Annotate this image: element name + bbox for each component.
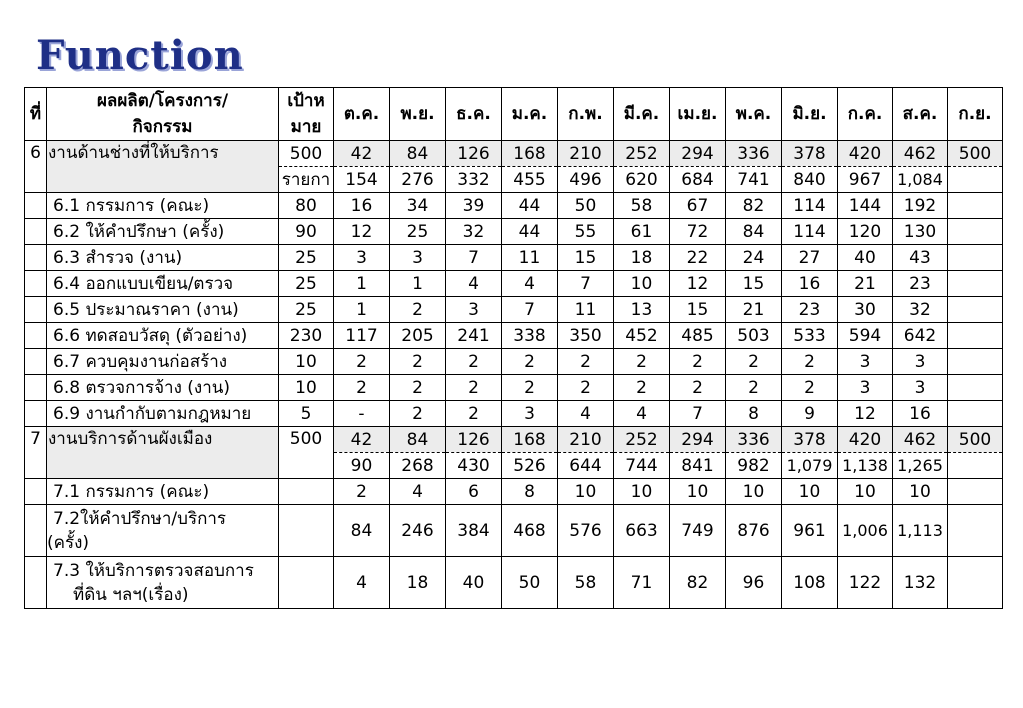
value-cell: 84	[726, 219, 782, 245]
value-cell: 90	[334, 453, 390, 479]
value-cell: 2	[390, 297, 446, 323]
target-cell	[279, 505, 334, 557]
target-cell: 25	[279, 245, 334, 271]
value-cell: 294	[670, 141, 726, 167]
value-cell: 21	[838, 271, 893, 297]
value-cell: 12	[670, 271, 726, 297]
value-cell: 44	[502, 193, 558, 219]
table-row	[25, 297, 1003, 323]
value-cell: 10	[558, 479, 614, 505]
value-cell: 108	[782, 557, 838, 609]
value-cell: 500	[948, 141, 1003, 167]
value-cell: 4	[390, 479, 446, 505]
value-cell: 84	[390, 141, 446, 167]
target-cell: 10	[279, 349, 334, 375]
value-cell: 3	[893, 349, 948, 375]
value-cell: 982	[726, 453, 782, 479]
section-label: งานบริการด้านผังเมือง	[47, 427, 279, 479]
value-cell	[948, 219, 1003, 245]
value-cell	[948, 193, 1003, 219]
item-label: 7.3 ให้บริการตรวจสอบการ ที่ดิน ฯลฯ(เรื่อง)	[47, 557, 279, 609]
value-cell: 462	[893, 427, 948, 453]
value-cell: 24	[726, 245, 782, 271]
table-row	[25, 245, 1003, 271]
value-cell	[948, 479, 1003, 505]
value-cell: 1,079	[782, 453, 838, 479]
table-row	[25, 323, 1003, 349]
value-cell: 67	[670, 193, 726, 219]
table-row	[25, 193, 1003, 219]
value-cell: 840	[782, 167, 838, 193]
value-cell: 23	[782, 297, 838, 323]
value-cell: 11	[558, 297, 614, 323]
value-cell: 16	[893, 401, 948, 427]
value-cell: 2	[558, 349, 614, 375]
value-cell: 168	[502, 427, 558, 453]
value-cell: 462	[893, 141, 948, 167]
value-cell: 18	[390, 557, 446, 609]
value-cell: 10	[614, 479, 670, 505]
value-cell: 15	[558, 245, 614, 271]
table-row	[25, 479, 1003, 505]
value-cell: 122	[838, 557, 893, 609]
value-cell: 2	[558, 375, 614, 401]
value-cell: 2	[446, 401, 502, 427]
value-cell: 252	[614, 141, 670, 167]
value-cell: 1,113	[893, 505, 948, 557]
value-cell: 594	[838, 323, 893, 349]
value-cell: 378	[782, 427, 838, 453]
value-cell: 3	[893, 375, 948, 401]
value-cell: 58	[558, 557, 614, 609]
value-cell: 2	[390, 375, 446, 401]
value-cell: 3	[334, 245, 390, 271]
value-cell: 468	[502, 505, 558, 557]
value-cell: 338	[502, 323, 558, 349]
value-cell: 12	[334, 219, 390, 245]
section-row	[25, 427, 1003, 453]
value-cell: 43	[893, 245, 948, 271]
value-cell: 2	[670, 349, 726, 375]
target-cell: รายกา	[279, 167, 334, 193]
value-cell: 576	[558, 505, 614, 557]
value-cell: 61	[614, 219, 670, 245]
item-label: 6.6 ทดสอบวัสดุ (ตัวอย่าง)	[47, 323, 279, 349]
header-month: ม.ค.	[502, 88, 558, 141]
performance-table	[24, 87, 1003, 609]
value-cell: 30	[838, 297, 893, 323]
header-row	[25, 88, 1003, 141]
value-cell: 876	[726, 505, 782, 557]
value-cell: 3	[390, 245, 446, 271]
section-label: งานด้านช่างที่ให้บริการ	[47, 141, 279, 193]
value-cell: 7	[502, 297, 558, 323]
item-label: 7.1 กรรมการ (คณะ)	[47, 479, 279, 505]
value-cell: 2	[726, 375, 782, 401]
target-cell: 25	[279, 297, 334, 323]
value-cell: 503	[726, 323, 782, 349]
value-cell: 144	[838, 193, 893, 219]
table-row	[25, 505, 1003, 557]
value-cell: 23	[893, 271, 948, 297]
value-cell: 50	[502, 557, 558, 609]
value-cell: 25	[390, 219, 446, 245]
value-cell: 11	[502, 245, 558, 271]
value-cell: 126	[446, 141, 502, 167]
value-cell: 2	[782, 349, 838, 375]
header-no: ที่	[25, 88, 47, 141]
value-cell: 2	[390, 401, 446, 427]
target-cell	[279, 479, 334, 505]
value-cell: 18	[614, 245, 670, 271]
value-cell: 15	[670, 297, 726, 323]
value-cell: 246	[390, 505, 446, 557]
value-cell: 154	[334, 167, 390, 193]
value-cell: 252	[614, 427, 670, 453]
item-label: 6.7 ควบคุมงานก่อสร้าง	[47, 349, 279, 375]
header-month: ต.ค.	[334, 88, 390, 141]
value-cell: 378	[782, 141, 838, 167]
target-cell: 90	[279, 219, 334, 245]
value-cell: 15	[726, 271, 782, 297]
item-label: 6.3 สำรวจ (งาน)	[47, 245, 279, 271]
item-label: 6.1 กรรมการ (คณะ)	[47, 193, 279, 219]
value-cell: 2	[390, 349, 446, 375]
target-cell: 500	[279, 427, 334, 479]
value-cell: 21	[726, 297, 782, 323]
table-row	[25, 557, 1003, 609]
section-no: 6	[25, 141, 47, 193]
value-cell: 1	[390, 271, 446, 297]
value-cell: 4	[558, 401, 614, 427]
value-cell: 32	[446, 219, 502, 245]
value-cell: 455	[502, 167, 558, 193]
value-cell: 268	[390, 453, 446, 479]
value-cell: 1,084	[893, 167, 948, 193]
value-cell: 276	[390, 167, 446, 193]
item-label: 6.9 งานกำกับตามกฎหมาย	[47, 401, 279, 427]
value-cell: 4	[614, 401, 670, 427]
header-month: มี.ค.	[614, 88, 670, 141]
value-cell: 2	[334, 375, 390, 401]
item-label: 6.5 ประมาณราคา (งาน)	[47, 297, 279, 323]
item-label: 6.4 ออกแบบเขียน/ตรวจ	[47, 271, 279, 297]
value-cell: 420	[838, 427, 893, 453]
value-cell: 7	[446, 245, 502, 271]
value-cell: 42	[334, 427, 390, 453]
value-cell: 841	[670, 453, 726, 479]
value-cell: 168	[502, 141, 558, 167]
item-label: 6.8 ตรวจการจ้าง (งาน)	[47, 375, 279, 401]
value-cell: 9	[782, 401, 838, 427]
header-month: ส.ค.	[893, 88, 948, 141]
value-cell: 1,138	[838, 453, 893, 479]
value-cell: 350	[558, 323, 614, 349]
value-cell: 2	[670, 375, 726, 401]
header-target: เป้าห มาย	[279, 88, 334, 141]
value-cell: 2	[334, 349, 390, 375]
value-cell: 40	[838, 245, 893, 271]
value-cell: 114	[782, 193, 838, 219]
value-cell: 8	[502, 479, 558, 505]
value-cell: 644	[558, 453, 614, 479]
value-cell	[948, 375, 1003, 401]
target-cell: 80	[279, 193, 334, 219]
value-cell	[948, 453, 1003, 479]
value-cell: 744	[614, 453, 670, 479]
value-cell: 2	[614, 349, 670, 375]
value-cell: 32	[893, 297, 948, 323]
value-cell: 3	[502, 401, 558, 427]
value-cell: 210	[558, 141, 614, 167]
value-cell: 452	[614, 323, 670, 349]
section-no: 7	[25, 427, 47, 479]
value-cell: 1	[334, 297, 390, 323]
item-label: 7.2ให้คำปรึกษา/บริการ (ครั้ง)	[47, 505, 279, 557]
header-month: พ.ค.	[726, 88, 782, 141]
value-cell: 8	[726, 401, 782, 427]
value-cell: 496	[558, 167, 614, 193]
value-cell: 132	[893, 557, 948, 609]
target-cell: 500	[279, 141, 334, 167]
value-cell: 430	[446, 453, 502, 479]
value-cell: 10	[838, 479, 893, 505]
value-cell: 82	[726, 193, 782, 219]
value-cell: 2	[614, 375, 670, 401]
section-row	[25, 141, 1003, 167]
item-label: 6.2 ให้คำปรึกษา (ครั้ง)	[47, 219, 279, 245]
value-cell: 2	[502, 375, 558, 401]
value-cell	[948, 505, 1003, 557]
target-cell	[279, 557, 334, 609]
value-cell: 4	[502, 271, 558, 297]
value-cell: 961	[782, 505, 838, 557]
value-cell: 3	[446, 297, 502, 323]
value-cell: 130	[893, 219, 948, 245]
value-cell	[948, 271, 1003, 297]
value-cell: 2	[782, 375, 838, 401]
value-cell: 84	[334, 505, 390, 557]
value-cell: 1,006	[838, 505, 893, 557]
value-cell: 55	[558, 219, 614, 245]
value-cell: 16	[334, 193, 390, 219]
value-cell: 13	[614, 297, 670, 323]
value-cell	[948, 245, 1003, 271]
value-cell: 6	[446, 479, 502, 505]
value-cell: 533	[782, 323, 838, 349]
value-cell: 7	[558, 271, 614, 297]
value-cell: 114	[782, 219, 838, 245]
value-cell: 485	[670, 323, 726, 349]
value-cell: 2	[446, 349, 502, 375]
value-cell: 2	[726, 349, 782, 375]
value-cell: 210	[558, 427, 614, 453]
value-cell: 96	[726, 557, 782, 609]
value-cell: 10	[782, 479, 838, 505]
value-cell: 663	[614, 505, 670, 557]
value-cell: 741	[726, 167, 782, 193]
value-cell: 126	[446, 427, 502, 453]
value-cell: 4	[334, 557, 390, 609]
target-cell: 10	[279, 375, 334, 401]
value-cell: 117	[334, 323, 390, 349]
header-month: เม.ย.	[670, 88, 726, 141]
value-cell: 120	[838, 219, 893, 245]
value-cell: 336	[726, 427, 782, 453]
value-cell: 205	[390, 323, 446, 349]
value-cell: 50	[558, 193, 614, 219]
value-cell: 72	[670, 219, 726, 245]
value-cell: 3	[838, 375, 893, 401]
value-cell: 192	[893, 193, 948, 219]
value-cell: 294	[670, 427, 726, 453]
value-cell: 39	[446, 193, 502, 219]
value-cell	[948, 557, 1003, 609]
value-cell: 749	[670, 505, 726, 557]
value-cell: 42	[334, 141, 390, 167]
value-cell: 10	[670, 479, 726, 505]
value-cell: 967	[838, 167, 893, 193]
value-cell: 2	[502, 349, 558, 375]
value-cell: 684	[670, 167, 726, 193]
target-cell: 5	[279, 401, 334, 427]
header-month: ก.ค.	[838, 88, 893, 141]
page-title: Function	[36, 32, 244, 79]
value-cell	[948, 323, 1003, 349]
value-cell: 3	[838, 349, 893, 375]
value-cell: 10	[614, 271, 670, 297]
value-cell: 34	[390, 193, 446, 219]
table-row	[25, 271, 1003, 297]
value-cell: 336	[726, 141, 782, 167]
header-item: ผลผลิต/โครงการ/ กิจกรรม	[47, 88, 279, 141]
value-cell: 71	[614, 557, 670, 609]
value-cell: 10	[893, 479, 948, 505]
value-cell: 384	[446, 505, 502, 557]
value-cell	[948, 349, 1003, 375]
table-row	[25, 401, 1003, 427]
value-cell: 10	[726, 479, 782, 505]
value-cell: 58	[614, 193, 670, 219]
value-cell: 2	[446, 375, 502, 401]
table-row	[25, 219, 1003, 245]
value-cell: 7	[670, 401, 726, 427]
value-cell: 500	[948, 427, 1003, 453]
value-cell: 241	[446, 323, 502, 349]
value-cell: 27	[782, 245, 838, 271]
target-cell: 230	[279, 323, 334, 349]
value-cell: 1	[334, 271, 390, 297]
value-cell: 526	[502, 453, 558, 479]
value-cell: 16	[782, 271, 838, 297]
header-month: พ.ย.	[390, 88, 446, 141]
value-cell	[948, 297, 1003, 323]
value-cell: 84	[390, 427, 446, 453]
value-cell: 22	[670, 245, 726, 271]
table-row	[25, 375, 1003, 401]
value-cell	[948, 401, 1003, 427]
value-cell: 82	[670, 557, 726, 609]
value-cell: 1,265	[893, 453, 948, 479]
header-month: ธ.ค.	[446, 88, 502, 141]
header-month: ก.พ.	[558, 88, 614, 141]
value-cell: 4	[446, 271, 502, 297]
table-row	[25, 349, 1003, 375]
header-month: มิ.ย.	[782, 88, 838, 141]
value-cell: 40	[446, 557, 502, 609]
value-cell: -	[334, 401, 390, 427]
target-cell: 25	[279, 271, 334, 297]
value-cell: 620	[614, 167, 670, 193]
value-cell: 332	[446, 167, 502, 193]
value-cell	[948, 167, 1003, 193]
header-month: ก.ย.	[948, 88, 1003, 141]
value-cell: 44	[502, 219, 558, 245]
value-cell: 420	[838, 141, 893, 167]
value-cell: 2	[334, 479, 390, 505]
value-cell: 12	[838, 401, 893, 427]
value-cell: 642	[893, 323, 948, 349]
